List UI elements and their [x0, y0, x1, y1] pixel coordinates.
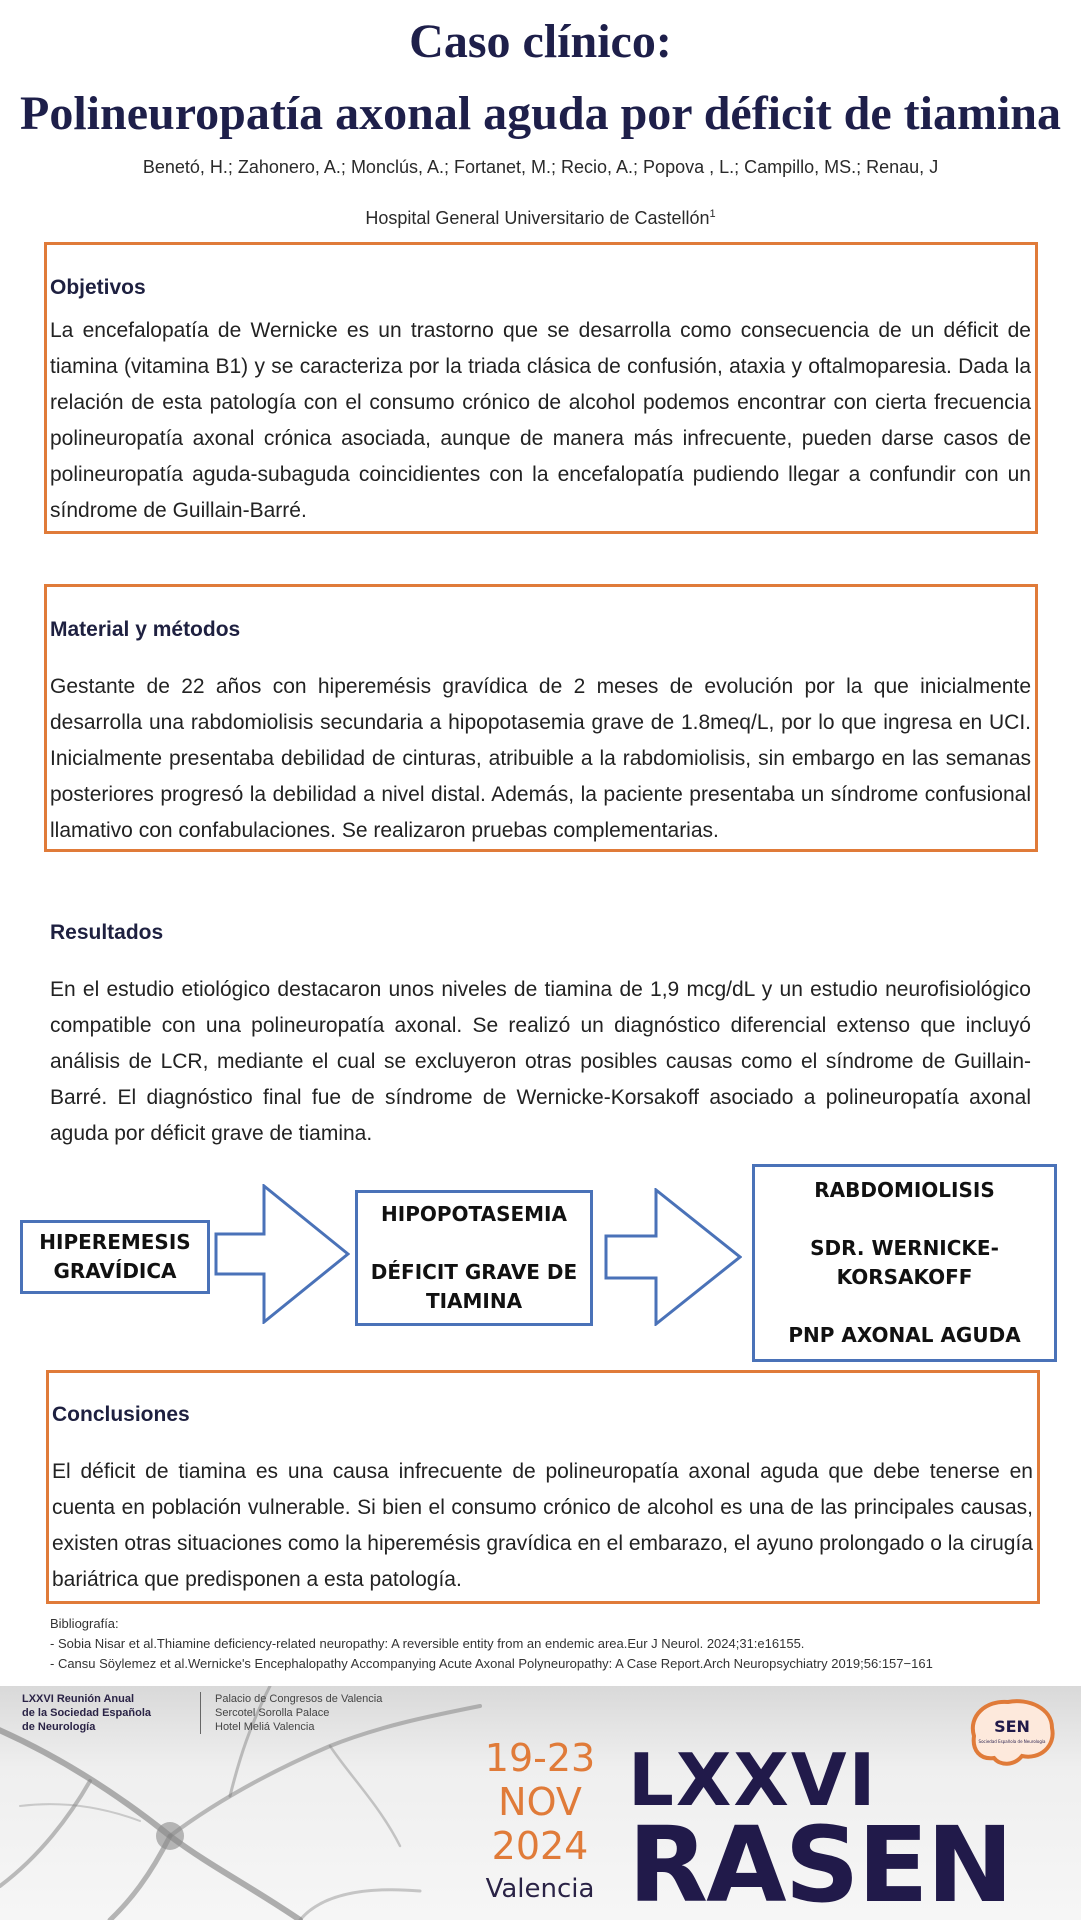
- resultados-body: En el estudio etiológico destacaron unos niveles de tiamina de 1,9 mcg/dL y un estudio neurofisiológico compatible con una polineuropatía axonal. Se realizó un diagnóstico diferencial extenso que incluyó análisis de LCR, mediante el cual se excluyeron otras posibles causas como el síndrome de Guillain-Barré. El diagnóstico final fue de síndrome de Wernicke-Korsakoff asociado a polineuropatía axonal aguda por déficit grave de tiamina.: [50, 978, 1031, 1145]
- brand-rasen: RASEN: [628, 1804, 1012, 1920]
- flow-arrow-1: [214, 1184, 350, 1324]
- flow-box1-line1: HIPEREMESIS: [39, 1230, 191, 1254]
- flow-box2-line1: HIPOPOTASEMIA: [381, 1202, 567, 1226]
- sen-logo-text: SEN: [994, 1717, 1030, 1736]
- poster-title-line1: Caso clínico:: [409, 15, 672, 68]
- flow-box3-line1: RABDOMIOLISIS: [814, 1178, 995, 1202]
- authors: Benetó, H.; Zahonero, A.; Monclús, A.; Fortanet, M.; Recio, A.; Popova , L.; Campillo, MS.; Renau, J: [142, 157, 939, 177]
- congress-banner: [0, 1686, 1081, 1920]
- flow-box2-line2: DÉFICIT GRAVE DE: [370, 1260, 578, 1284]
- dates-month: NOV: [498, 1780, 582, 1824]
- bibliography: [50, 1614, 1035, 1674]
- metodos-title: Material y métodos: [50, 618, 241, 641]
- dates-year: 2024: [491, 1824, 589, 1868]
- venue-list: [200, 1692, 382, 1734]
- metodos-body: Gestante de 22 años con hiperemésis gravídica de 2 meses de evolución por la que inicialmente desarrolla una rabdomiolisis secundaria a hipopotasemia grave de 1.8meq/L, por lo que ingresa en UCI. Inicialmente presentaba debilidad de cinturas, atribuible a la rabdomiolisis, sin embargo en las semanas posteriores progresó la debilidad a nivel distal. Además, la paciente presentaba un síndrome confusional llamativo con confabulaciones. Se realizaron pruebas complementarias.: [50, 675, 1031, 842]
- organizer-line1: LXXVI Reunión Anual: [22, 1693, 135, 1705]
- poster-title-line2: Polineuropatía axonal aguda por déficit de tiamina: [20, 87, 1061, 140]
- bibliography-ref-1: - Sobia Nisar et al.Thiamine deficiency-related neuropathy: A reversible entity from an endemic area.Eur J Neurol. 2024;31:e16155.: [50, 1636, 805, 1651]
- objetivos-body: La encefalopatía de Wernicke es un trastorno que se desarrolla como consecuencia de un déficit de tiamina (vitamina B1) y se caracteriza por la triada clásica de confusión, ataxia y oftalmoparesia. Dada la relación de esta patología con el consumo crónico de alcohol podemos encontrar con cierta frecuencia polineuropatía axonal crónica asociada, aunque de manera más infrecuente, pueden darse casos de polineuropatía aguda-subaguda coincidientes con la encefalopatía pudiendo llegar a confundir con un síndrome de Guillain-Barré.: [50, 319, 1031, 522]
- flow-box-rabdomiolisis: [752, 1164, 1057, 1362]
- affiliation-superscript: 1: [709, 208, 716, 220]
- sen-logo-subtext: Sociedad Española de Neurología: [978, 1739, 1046, 1744]
- affiliation-text: Hospital General Universitario de Castellón: [365, 208, 710, 228]
- flow-box-hipopotasemia: [355, 1190, 593, 1326]
- brand-lxxvi: LXXVI: [628, 1738, 878, 1822]
- dates-days: 19-23: [484, 1736, 596, 1780]
- venue-line1: Palacio de Congresos de Valencia: [215, 1693, 383, 1705]
- flow-arrow-2: [604, 1188, 742, 1326]
- flow-box2-line3: TIAMINA: [425, 1289, 523, 1313]
- venue-line2: Sercotel Sorolla Palace: [215, 1707, 330, 1719]
- sen-logo-icon: [964, 1694, 1060, 1774]
- flow-box1-line2: GRAVÍDICA: [53, 1259, 177, 1283]
- congress-city: Valencia: [485, 1874, 595, 1904]
- flow-box3-line3: KORSAKOFF: [836, 1265, 973, 1289]
- affiliation: [0, 208, 1081, 229]
- objetivos-title: Objetivos: [50, 276, 146, 299]
- flow-box-hiperemesis: [20, 1220, 210, 1294]
- bibliography-ref-2: - Cansu Söylemez et al.Wernicke's Encephalopathy Accompanying Acute Axonal Polyneuropathy: A Case Report.Arch Neuropsychiatry 2019;56:157−161: [50, 1656, 933, 1671]
- organizer-line3: de Neurología: [22, 1721, 96, 1733]
- conclusiones-title: Conclusiones: [52, 1403, 190, 1426]
- venue-line3: Hotel Meliá Valencia: [215, 1721, 315, 1733]
- flow-box3-line4: PNP AXONAL AGUDA: [788, 1323, 1021, 1347]
- congress-dates: [480, 1736, 600, 1868]
- organizer-line2: de la Sociedad Española: [22, 1707, 151, 1719]
- organizer-name: [22, 1692, 151, 1734]
- flow-box3-line2: SDR. WERNICKE-: [810, 1236, 999, 1260]
- resultados-title: Resultados: [50, 921, 164, 944]
- conclusiones-body: El déficit de tiamina es una causa infrecuente de polineuropatía axonal aguda que debe tenerse en cuenta en población vulnerable. Si bien el consumo crónico de alcohol es una de las principales causas, existen otras situaciones como la hiperemésis gravídica en el embarazo, el ayuno prolongado o la cirugía bariátrica que predisponen a esta patología.: [52, 1460, 1033, 1591]
- bibliography-title: Bibliografía:: [50, 1616, 119, 1631]
